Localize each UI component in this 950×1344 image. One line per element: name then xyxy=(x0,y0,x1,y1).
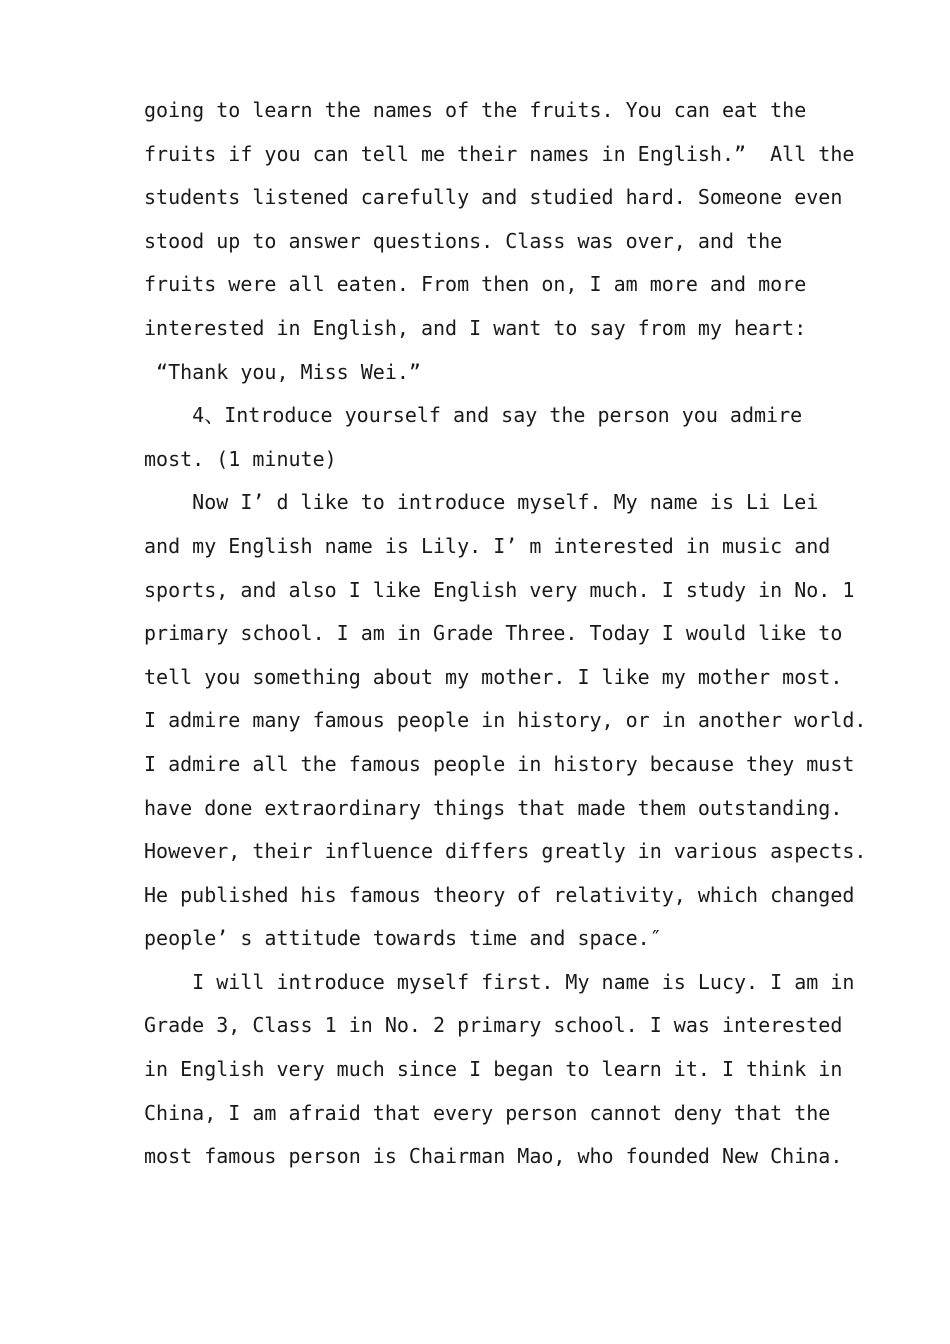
text-line: most famous person is Chairman Mao, who founded New China. xyxy=(144,1144,843,1169)
text-line: Now I’ d like to introduce myself. My name is Li Lei xyxy=(144,490,819,515)
text-line: fruits if you can tell me their names in English.” All the xyxy=(144,141,855,166)
text-line: However, their influence differs greatly in various aspects. xyxy=(144,839,867,864)
text-line: stood up to answer questions. Class was over, and the xyxy=(144,228,783,253)
text-line: interested in English, and I want to say from my heart: xyxy=(144,315,807,340)
text-line: He published his famous theory of relativity, which changed xyxy=(144,882,855,907)
text-line: going to learn the names of the fruits. You can eat the xyxy=(144,98,807,122)
section-heading: 4、Introduce yourself and say the person you admire xyxy=(144,403,803,428)
text-line: people’ s attitude towards time and space.″ xyxy=(144,926,662,951)
text-line: in English very much since I began to learn it. I think in xyxy=(144,1057,843,1082)
body-text xyxy=(144,89,867,1179)
text-line: and my English name is Lily. I’ m interested in music and xyxy=(144,533,831,558)
text-line: most. (1 minute) xyxy=(144,446,337,471)
text-line: fruits were all eaten. From then on, I am more and more xyxy=(144,272,807,297)
text-line: I admire many famous people in history, or in another world. xyxy=(144,708,867,733)
text-line: primary school. I am in Grade Three. Today I would like to xyxy=(144,621,843,646)
text-line: students listened carefully and studied hard. Someone even xyxy=(144,185,843,210)
text-line: I admire all the famous people in history because they must xyxy=(144,751,855,776)
text-line: Grade 3, Class 1 in No. 2 primary school. I was interested xyxy=(144,1013,843,1038)
text-line: sports, and also I like English very much. I study in No. 1 xyxy=(144,577,855,602)
text-line: I will introduce myself first. My name is Lucy. I am in xyxy=(144,969,855,994)
text-line: “Thank you, Miss Wei.” xyxy=(144,359,421,384)
text-line: tell you something about my mother. I like my mother most. xyxy=(144,664,843,689)
text-line: have done extraordinary things that made them outstanding. xyxy=(144,795,843,820)
text-line: China, I am afraid that every person cannot deny that the xyxy=(144,1100,831,1125)
